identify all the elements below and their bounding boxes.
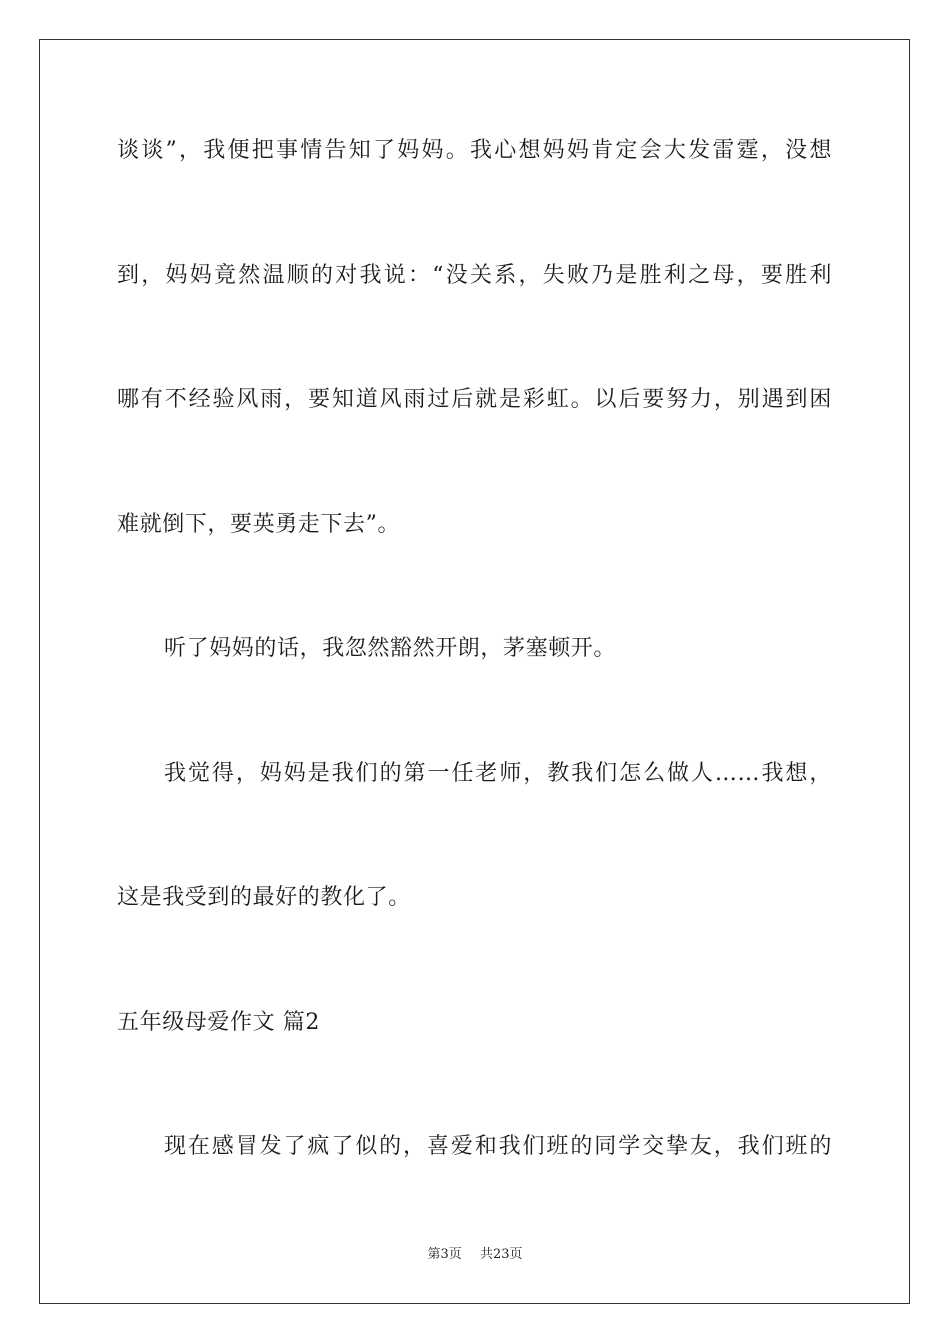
paragraph-line: 难就倒下，要英勇走下去”。: [117, 512, 401, 537]
section-heading: 五年级母爱作文 篇2: [117, 1010, 320, 1035]
paragraph-line: 听了妈妈的话，我忽然豁然开朗，茅塞顿开。: [164, 636, 617, 661]
page-border: [39, 39, 910, 1304]
page-total: 共23页: [479, 1247, 523, 1262]
paragraph-line: 哪有不经验风雨，要知道风雨过后就是彩虹。以后要努力，别遇到困: [117, 387, 832, 412]
paragraph-line: 现在感冒发了疯了似的，喜爱和我们班的同学交挚友，我们班的: [164, 1134, 832, 1159]
paragraph-line: 到，妈妈竟然温顺的对我说：“没关系，失败乃是胜利之母，要胜利: [117, 263, 832, 288]
paragraph-line: 我觉得，妈妈是我们的第一任老师，教我们怎么做人……我想，: [164, 761, 832, 786]
paragraph-line: 谈谈”，我便把事情告知了妈妈。我心想妈妈肯定会大发雷霆，没想: [117, 138, 832, 163]
page-footer: [0, 1246, 950, 1264]
page-number: 第3页: [427, 1247, 462, 1262]
paragraph-line: 这是我受到的最好的教化了。: [117, 885, 411, 910]
